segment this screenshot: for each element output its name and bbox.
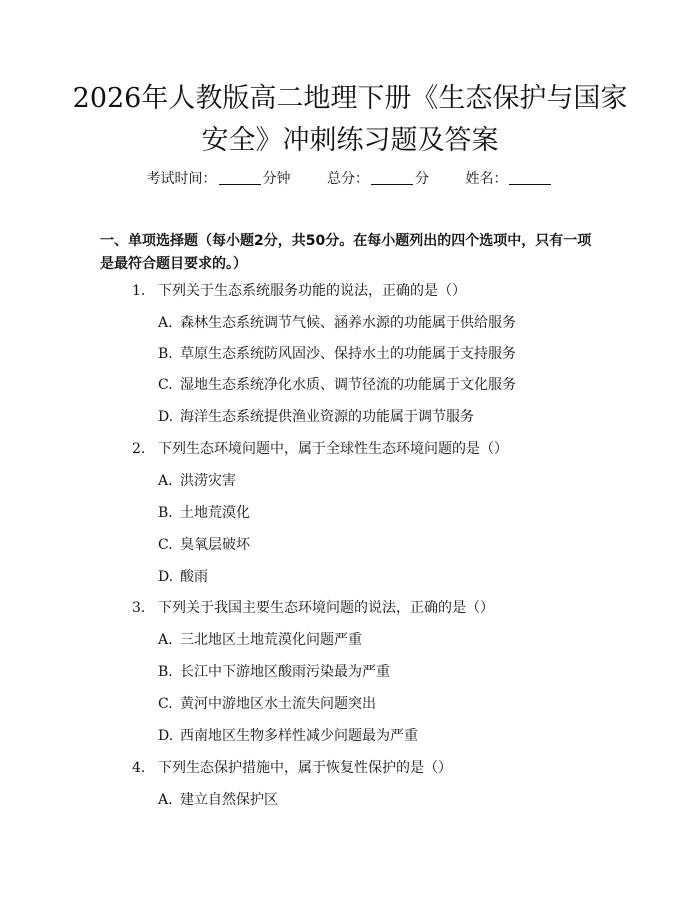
document-title: 2026年人教版高二地理下册《生态保护与国家安全》冲刺练习题及答案 (72, 83, 628, 156)
exam-meta (0, 168, 700, 188)
question-text: 下列生态环境问题中，属于全球性生态环境问题的是（） (158, 441, 508, 457)
option-letter: C. (158, 377, 173, 393)
time-blank (219, 184, 261, 185)
question-number: 3. (132, 600, 146, 616)
option-letter: A. (158, 473, 173, 489)
question-2-option-d (158, 567, 208, 587)
option-letter: D. (158, 728, 174, 744)
question-3-option-d (158, 726, 418, 746)
student-name (465, 171, 553, 187)
question-3-option-a (158, 630, 362, 650)
question-3-option-c (158, 694, 376, 714)
option-letter: A. (158, 632, 173, 648)
name-blank (509, 184, 551, 185)
option-text: 洪涝灾害 (180, 473, 236, 489)
option-text: 湿地生态系统净化水质、调节径流的功能属于文化服务 (180, 377, 516, 393)
option-text: 草原生态系统防风固沙、保持水土的功能属于支持服务 (180, 346, 516, 362)
question-number: 2. (132, 441, 146, 457)
question-2-option-c (158, 535, 250, 555)
question-number: 1. (132, 283, 146, 299)
option-text: 海洋生态系统提供渔业资源的功能属于调节服务 (180, 409, 474, 425)
question-number: 4. (132, 760, 146, 776)
option-text: 建立自然保护区 (180, 792, 278, 808)
option-text: 森林生态系统调节气候、涵养水源的功能属于供给服务 (180, 315, 516, 331)
question-text: 下列关于我国主要生态环境问题的说法，正确的是（） (158, 600, 494, 616)
option-letter: A. (158, 792, 173, 808)
question-text: 下列生态保护措施中，属于恢复性保护的是（） (158, 760, 452, 776)
exam-time (147, 171, 291, 187)
option-text: 土地荒漠化 (180, 505, 250, 521)
question-2-option-b (158, 503, 250, 523)
option-letter: B. (158, 346, 173, 362)
question-3 (132, 598, 494, 618)
question-1-option-d (158, 407, 474, 427)
total-score (327, 171, 429, 187)
question-1-option-b (158, 344, 516, 364)
score-blank (371, 184, 413, 185)
option-letter: C. (158, 537, 173, 553)
option-letter: D. (158, 409, 174, 425)
option-text: 黄河中游地区水土流失问题突出 (180, 696, 376, 712)
question-2 (132, 439, 508, 459)
question-text: 下列关于生态系统服务功能的说法，正确的是（） (158, 283, 466, 299)
option-letter: B. (158, 664, 173, 680)
option-text: 三北地区土地荒漠化问题严重 (180, 632, 362, 648)
question-4 (132, 758, 452, 778)
option-letter: A. (158, 315, 173, 331)
question-1 (132, 281, 466, 301)
option-letter: C. (158, 696, 173, 712)
score-label: 总分： (327, 171, 369, 187)
question-4-option-a (158, 790, 278, 810)
question-1-option-a (158, 313, 516, 333)
question-1-option-c (158, 375, 516, 395)
score-unit: 分 (415, 171, 429, 187)
time-unit: 分钟 (262, 171, 291, 187)
name-label: 姓名： (465, 171, 508, 187)
option-text: 酸雨 (180, 569, 208, 585)
option-letter: B. (158, 505, 173, 521)
option-letter: D. (158, 569, 174, 585)
section-heading: 一、单项选择题（每小题2分，共50分。在每小题列出的四个选项中，只有一项是最符合题目要求的。） (100, 233, 592, 272)
option-text: 臭氧层破坏 (180, 537, 250, 553)
question-3-option-b (158, 662, 390, 682)
option-text: 长江中下游地区酸雨污染最为严重 (180, 664, 390, 680)
time-label: 考试时间： (146, 171, 217, 187)
option-text: 西南地区生物多样性减少问题最为严重 (180, 728, 418, 744)
question-2-option-a (158, 471, 236, 491)
